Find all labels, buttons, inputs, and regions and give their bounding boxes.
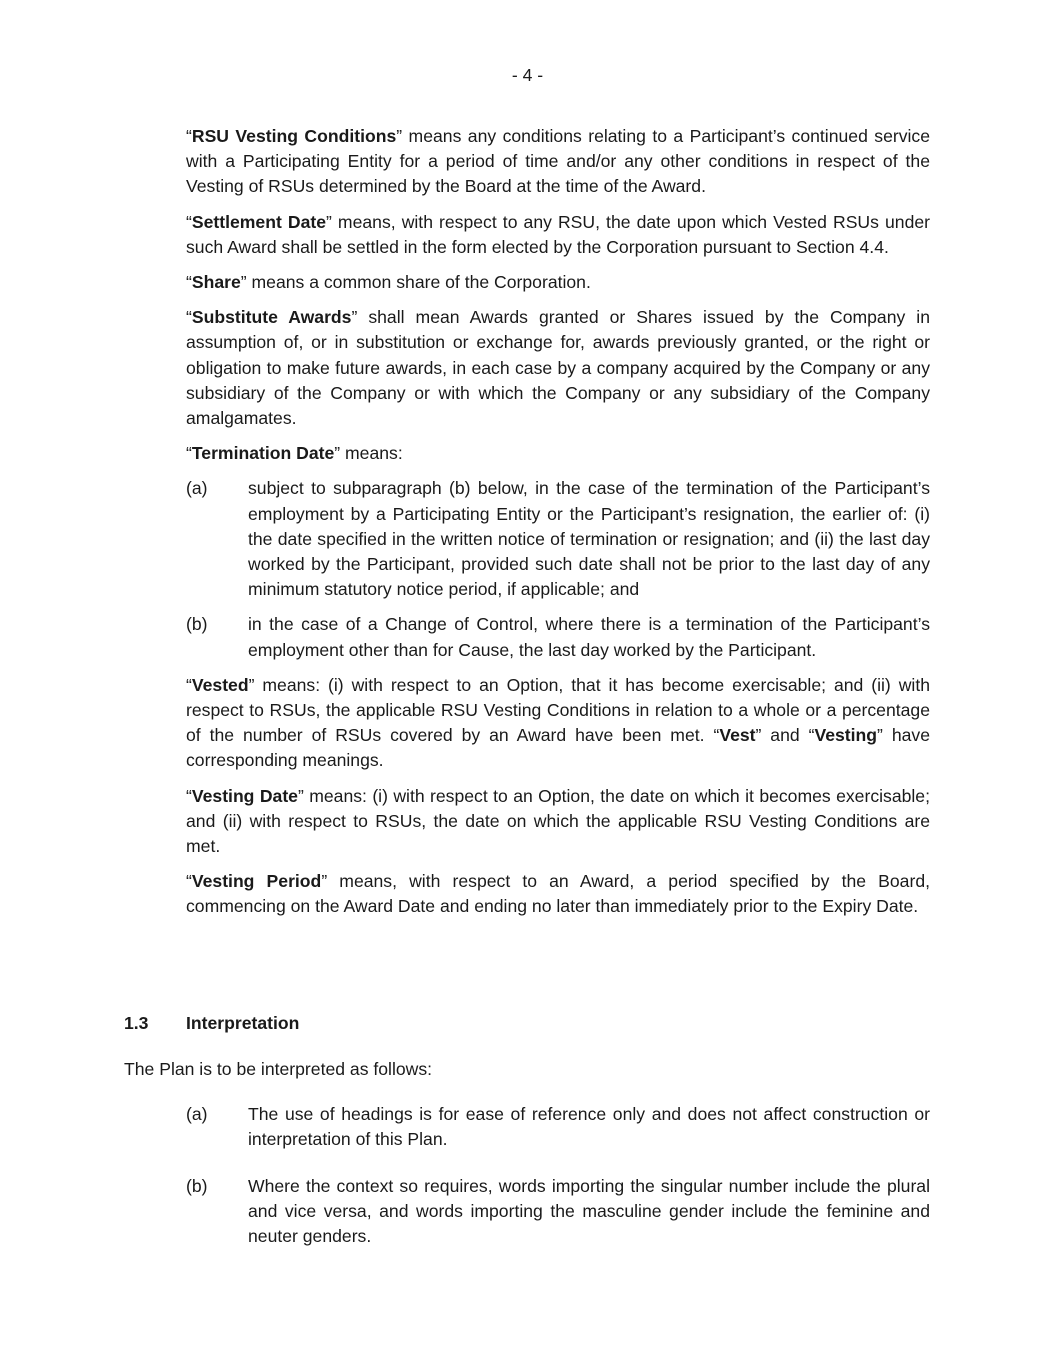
termination-date-item-b	[186, 612, 930, 662]
list-text: subject to subparagraph (b) below, in the case of the termination of the Participant’s employment by a Participating Entity or the Participant’s resignation, the earlier of: (i) the date specified in the written notice of termination or resignation; and (ii) the last day worked by the Participant, provided such date shall not be prior to the last day of any minimum statutory notice period, if applicable; and	[248, 478, 930, 600]
definition-text: ” means, with respect to any RSU, the date upon which Vested RSUs under such Award shall be settled in the form elected by the Corporation pursuant to Section 4.4.	[186, 211, 930, 257]
list-label: (a)	[186, 478, 208, 499]
defined-term: Vesting Period	[191, 871, 322, 892]
termination-date-item-a	[186, 476, 930, 602]
list-label: (a)	[186, 1104, 208, 1124]
section-intro: The Plan is to be interpreted as follows:	[124, 1059, 433, 1079]
defined-term: Vesting	[814, 725, 878, 746]
list-item	[186, 1174, 930, 1250]
definition-vested: “Vested” means: (i) with respect to an Option, that it has become exercisable; and (ii) with respect to RSUs, the applicable RSU Vesting Conditions in relation to a whole or a percentage of the number of RSUs covered by an Award have been met. “Vest” and “Vesting” have corresponding meanings.	[186, 674, 930, 771]
definition-text: ” means: (i) with respect to an Option, the date on which it becomes exercisable; and (ii) with respect to RSUs, the date on which the applicable RSU Vesting Conditions are met.	[186, 785, 930, 857]
definition-text: ” and “	[755, 725, 815, 746]
list-text: Where the context so requires, words importing the singular number include the plural and vice versa, and words importing the masculine gender include the feminine and neuter genders.	[248, 1176, 930, 1247]
defined-term: Substitute Awards	[191, 307, 352, 328]
definition-text: ” shall mean Awards granted or Shares issued by the Company in assumption of, or in substitution or exchange for, awards previously granted, or the right or obligation to make future awards, in each case by a company acquired by the Company or any subsidiary of the Company or with which the Company or any subsidiary of the Company amalgamates.	[186, 307, 930, 429]
definition-share: “Share” means a common share of the Corporation.	[186, 272, 591, 293]
defined-term: Settlement Date	[191, 211, 327, 232]
defined-term: Vest	[719, 725, 756, 746]
defined-term: Share	[191, 272, 241, 293]
definition-text: ” means a common share of the Corporation.	[240, 272, 591, 293]
definition-text: ” means:	[334, 443, 403, 464]
definition-vesting-period: “Vesting Period” means, with respect to an Award, a period specified by the Board, commencing on the Award Date and ending no later than immediately prior to the Expiry Date.	[186, 871, 930, 917]
list-label: (b)	[186, 614, 208, 635]
definition-termination-date: “Termination Date” means:	[186, 443, 403, 464]
list-item	[186, 1102, 930, 1152]
definition-rsu-vesting-conditions: “RSU Vesting Conditions” means any conditions relating to a Participant’s continued service with a Participating Entity for a period of time and/or any other conditions in respect of the Vesting of RSUs determined by the Board at the time of the Award.	[186, 126, 931, 197]
definition-text: ” have corresponding meanings.	[186, 725, 930, 771]
list-text: in the case of a Change of Control, where there is a termination of the Participant’s employment other than for Cause, the last day worked by the Participant.	[248, 614, 930, 660]
definitions-list	[186, 124, 930, 930]
page-number: - 4 -	[511, 65, 544, 85]
interpretation-item-a	[186, 1102, 930, 1162]
defined-term: Vesting Date	[191, 785, 298, 806]
defined-term: Vested	[191, 674, 249, 695]
section-heading	[124, 1011, 299, 1036]
definition-substitute-awards: “Substitute Awards” shall mean Awards granted or Shares issued by the Company in assumption of, or in substitution or exchange for, awards previously granted, or the right or obligation to make future awards, in each case by a company acquired by the Company or any subsidiary of the Company or with which the Company or any subsidiary of the Company amalgamates.	[186, 307, 930, 429]
definition-text: ” means any conditions relating to a Participant’s continued service with a Participating Entity for a period of time and/or any other conditions in respect of the Vesting of RSUs determined by the Board at the time of the Award.	[186, 126, 931, 197]
definition-text: ” means: (i) with respect to an Option, that it has become exercisable; and (ii) with respect to RSUs, the applicable RSU Vesting Conditions in relation to a whole or a percentage of the number of RSUs covered by an Award have been met. “	[186, 674, 930, 746]
section-number: 1.3	[124, 1013, 149, 1033]
section-title: Interpretation	[186, 1013, 300, 1033]
definition-text: ” means, with respect to an Award, a period specified by the Board, commencing on the Award Date and ending no later than immediately prior to the Expiry Date.	[186, 871, 930, 917]
definition-vesting-date: “Vesting Date” means: (i) with respect to an Option, the date on which it becomes exercisable; and (ii) with respect to RSUs, the date on which the applicable RSU Vesting Conditions are met.	[186, 785, 930, 857]
defined-term: Termination Date	[191, 443, 335, 464]
list-text: The use of headings is for ease of reference only and does not affect construction or interpretation of this Plan.	[248, 1104, 930, 1150]
defined-term: RSU Vesting Conditions	[191, 126, 397, 146]
definition-settlement-date: “Settlement Date” means, with respect to any RSU, the date upon which Vested RSUs under such Award shall be settled in the form elected by the Corporation pursuant to Section 4.4.	[186, 211, 930, 257]
interpretation-item-b	[186, 1174, 930, 1260]
list-label: (b)	[186, 1176, 208, 1196]
